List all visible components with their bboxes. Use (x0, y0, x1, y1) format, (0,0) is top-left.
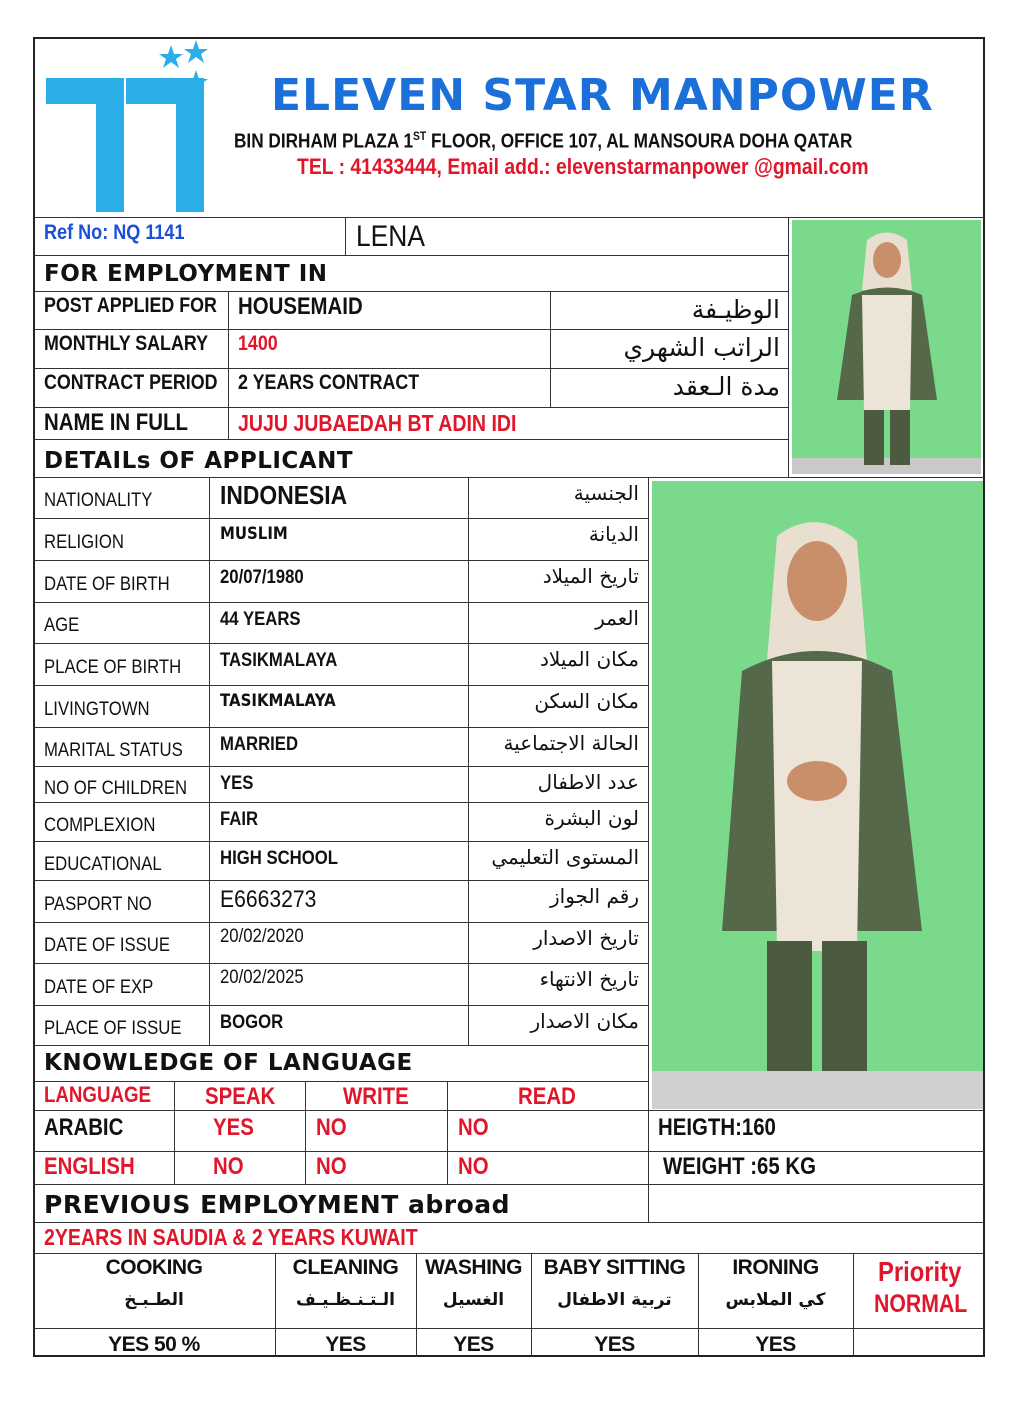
lang-header-speak: SPEAK (205, 1083, 276, 1110)
line-detail-row (33, 766, 648, 767)
company-logo (44, 40, 219, 215)
lang-header-read: READ (518, 1083, 576, 1110)
skill-arabic-name: الـتـنـظـيـف (296, 1290, 395, 1310)
line-lang-col1 (174, 1081, 175, 1184)
detail-value: 20/02/2020 (220, 926, 304, 947)
skill-arabic-name: تربية الاطفال (557, 1290, 672, 1310)
line-detail-row (33, 518, 648, 519)
detail-value: MUSLIM (220, 524, 288, 544)
skill-name: BABY SITTING (543, 1256, 686, 1279)
detail-value: E6663273 (220, 886, 317, 913)
detail-arabic-label: عدد الاطفال (537, 770, 639, 794)
detail-value: YES (220, 773, 254, 794)
line-emp-row3 (33, 407, 788, 408)
detail-value: INDONESIA (220, 480, 348, 510)
height-value: HEIGTH:160 (658, 1114, 776, 1141)
lang-english-read: NO (458, 1153, 489, 1180)
detail-value: TASIKMALAYA (220, 691, 336, 711)
detail-arabic-label: تاريخ الانتهاء (539, 967, 639, 991)
employment-arabic-label: مدة الـعقد (672, 372, 780, 401)
line-detail-row (33, 963, 648, 964)
detail-arabic-label: رقم الجواز (550, 884, 639, 908)
employment-label: MONTHLY SALARY (44, 332, 208, 355)
lang-arabic: ARABIC (44, 1114, 124, 1141)
detail-arabic-label: مكان السكن (534, 689, 639, 713)
company-contact: TEL : 41433444, Email add.: elevenstarmanpower @gmail.com (297, 154, 869, 179)
priority-value: NORMAL (874, 1290, 968, 1318)
detail-arabic-label: تاريخ الاصدار (533, 926, 639, 950)
skill-name: IRONING (732, 1256, 819, 1279)
line-lang-header-bottom (33, 1110, 985, 1111)
employment-value: HOUSEMAID (238, 293, 363, 320)
employment-section-title: FOR EMPLOYMENT IN (44, 261, 328, 287)
detail-label: PLACE OF BIRTH (44, 657, 182, 678)
skill-name: CLEANING (292, 1256, 399, 1279)
detail-label: NO OF CHILDREN (44, 778, 188, 799)
detail-label: NATIONALITY (44, 490, 153, 511)
full-name-label: NAME IN FULL (44, 409, 188, 436)
full-name-value: JUJU JUBAEDAH BT ADIN IDI (238, 410, 517, 436)
line-photo-left (788, 217, 789, 477)
lang-header-write: WRITE (343, 1083, 409, 1110)
detail-label: RELIGION (44, 532, 124, 553)
line-detail-row (33, 802, 648, 803)
person-figure-large (652, 481, 983, 1109)
lang-english-write: NO (316, 1153, 347, 1180)
details-section-title: DETAILs OF APPLICANT (44, 448, 354, 474)
skill-value: YES (453, 1333, 494, 1356)
address-superscript: ST (413, 129, 427, 143)
skill-value: YES 50 % (108, 1333, 200, 1356)
line-detail-row (33, 841, 648, 842)
lang-arabic-speak: YES (213, 1114, 254, 1141)
line-detail-row (33, 602, 648, 603)
previous-section-title: PREVIOUS EMPLOYMENT abroad (44, 1190, 511, 1219)
detail-arabic-label: العمر (595, 606, 639, 630)
line-detail-row (33, 560, 648, 561)
employment-label: POST APPLIED FOR (44, 294, 217, 317)
skill-arabic-name: الغسيل (442, 1290, 505, 1310)
detail-label: AGE (44, 615, 80, 636)
detail-arabic-label: لون البشرة (544, 806, 639, 830)
priority-label: Priority (878, 1256, 962, 1287)
detail-arabic-label: تاريخ الميلاد (542, 564, 639, 588)
line-ref-bottom (33, 255, 788, 256)
detail-value: FAIR (220, 809, 259, 830)
detail-value: BOGOR (220, 1012, 284, 1033)
employment-label: CONTRACT PERIOD (44, 371, 218, 394)
detail-value: 20/07/1980 (220, 567, 304, 588)
previous-employment-text: 2YEARS IN SAUDIA & 2 YEARS KUWAIT (44, 1224, 418, 1250)
skill-arabic-name: كي الملابس (725, 1290, 826, 1310)
line-ref-split (345, 217, 346, 255)
skill-value: YES (755, 1333, 796, 1356)
line-detail-row (33, 643, 648, 644)
detail-label: LIVINGTOWN (44, 699, 150, 720)
address-part-1: BIN DIRHAM PLAZA 1 (234, 130, 414, 153)
detail-arabic-label: مكان الميلاد (540, 647, 639, 671)
line-details-col1 (209, 477, 210, 1045)
skill-value: YES (325, 1333, 366, 1356)
detail-arabic-label: الديانة (588, 522, 639, 546)
detail-label: EDUCATIONAL (44, 854, 162, 875)
detail-label: DATE OF ISSUE (44, 935, 171, 956)
line-emp-row2 (33, 368, 788, 369)
line-detail-row (33, 685, 648, 686)
line-name-bottom (33, 439, 788, 440)
lang-english-speak: NO (213, 1153, 244, 1180)
detail-arabic-label: الجنسية (573, 481, 639, 505)
skill-name: COOKING (105, 1256, 203, 1279)
line-skill-col5 (853, 1253, 854, 1357)
detail-arabic-label: مكان الاصدار (530, 1009, 639, 1033)
skill-value: YES (594, 1333, 635, 1356)
line-lang-row2-bottom (33, 1184, 985, 1185)
line-details-title-bottom (33, 477, 985, 478)
detail-label: COMPLEXION (44, 815, 156, 836)
applicant-photo-small (792, 220, 981, 474)
line-detail-row (33, 880, 648, 881)
line-skill-ar-bottom (33, 1328, 985, 1329)
detail-arabic-label: المستوى التعليمي (491, 845, 639, 869)
line-emp-row1 (33, 329, 788, 330)
lang-english: ENGLISH (44, 1153, 135, 1180)
detail-label: DATE OF EXP (44, 977, 154, 998)
skill-name: WASHING (425, 1256, 522, 1279)
line-details-col2 (468, 477, 469, 1045)
line-emp-col1 (228, 291, 229, 439)
line-emp-col2 (550, 291, 551, 407)
line-detail-row (33, 727, 648, 728)
company-address (234, 130, 852, 152)
applicant-photo-large (652, 481, 983, 1109)
employment-arabic-label: الراتب الشهري (623, 333, 780, 362)
detail-label: PLACE OF ISSUE (44, 1018, 182, 1039)
line-emp-title-bottom (33, 291, 788, 292)
line-lang-col2 (305, 1081, 306, 1184)
line-lang-col3 (447, 1081, 448, 1184)
company-name: ELEVEN STAR MANPOWER (271, 70, 934, 121)
applicant-short-name: LENA (356, 220, 425, 253)
detail-value: 44 YEARS (220, 609, 301, 630)
address-part-2: FLOOR, OFFICE 107, AL MANSOURA DOHA QATAR (426, 130, 853, 153)
line-detail-row (33, 1005, 648, 1006)
line-lang-row1-bottom (33, 1151, 985, 1152)
lang-arabic-write: NO (316, 1114, 347, 1141)
detail-value: HIGH SCHOOL (220, 848, 338, 869)
detail-arabic-label: الحالة الاجتماعية (503, 731, 639, 755)
lang-header-language: LANGUAGE (44, 1082, 152, 1107)
weight-value: WEIGHT :65 KG (663, 1153, 817, 1180)
employment-value: 2 YEARS CONTRACT (238, 371, 420, 394)
detail-label: MARITAL STATUS (44, 740, 183, 761)
logo-graphic (44, 40, 219, 215)
skill-arabic-name: الطـبـخ (124, 1290, 184, 1310)
lang-arabic-read: NO (458, 1114, 489, 1141)
line-header-bottom (33, 217, 985, 218)
line-prev-title-bottom (33, 1222, 985, 1223)
employment-value: 1400 (238, 332, 278, 355)
line-prev-text-bottom (33, 1253, 985, 1254)
line-detail-row (33, 922, 648, 923)
line-detail-row (33, 1045, 648, 1046)
detail-value: TASIKMALAYA (220, 650, 338, 671)
language-section-title: KNOWLEDGE OF LANGUAGE (44, 1050, 413, 1076)
detail-value: 20/02/2025 (220, 967, 304, 988)
employment-arabic-label: الوظيـفة (691, 295, 780, 324)
detail-label: PASPORT NO (44, 894, 152, 915)
detail-value: MARRIED (220, 734, 299, 755)
detail-label: DATE OF BIRTH (44, 574, 170, 595)
ref-number: Ref No: NQ 1141 (44, 221, 185, 244)
person-figure-small (792, 220, 981, 474)
